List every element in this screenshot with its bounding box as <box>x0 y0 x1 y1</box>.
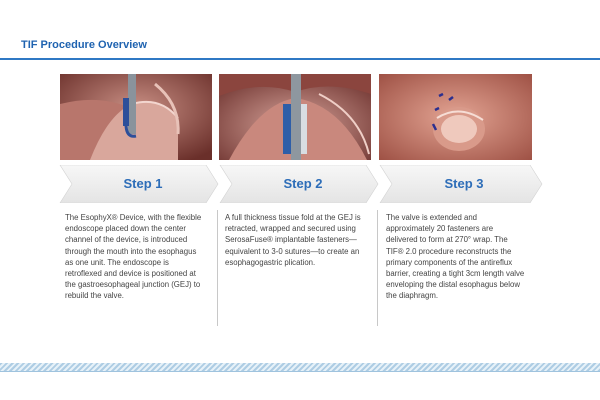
step-1-illustration <box>60 74 212 160</box>
step-2-illustration <box>219 74 371 160</box>
column-divider <box>377 210 378 326</box>
footer-rule <box>0 371 600 372</box>
column-divider <box>217 210 218 326</box>
title-divider <box>0 58 600 60</box>
step-3-illustration <box>379 74 532 160</box>
step-3-description: The valve is extended and approximately 20 fasteners are delivered to form at 270° wrap. The TIF® 2.0 procedure reconstructs the primary components of the antireflux barrier, creating a tight 3cm length valve enveloping the distal esophagus below the diaphragm. <box>386 213 525 301</box>
page-title: TIF Procedure Overview <box>21 39 147 51</box>
step-2-description: A full thickness tissue fold at the GEJ is retracted, wrapped and secured using SerosaFuse® implantable fasteners—equivalent to 3-0 sutures—to create an esophagogastric plication. <box>225 213 361 267</box>
step-2-label: Step 2 <box>283 176 323 191</box>
footer-stripe <box>0 363 600 371</box>
step-1-label: Step 1 <box>123 176 163 191</box>
step-3-label: Step 3 <box>444 176 484 191</box>
step-1-description: The EsophyX® Device, with the flexible endoscope placed down the center channel of the device, is introduced through the mouth into the esophagus as one unit. The endoscope is retroflexed and device is positioned at the gastroesophageal junction (GEJ) to rebuild the valve. <box>65 213 202 301</box>
